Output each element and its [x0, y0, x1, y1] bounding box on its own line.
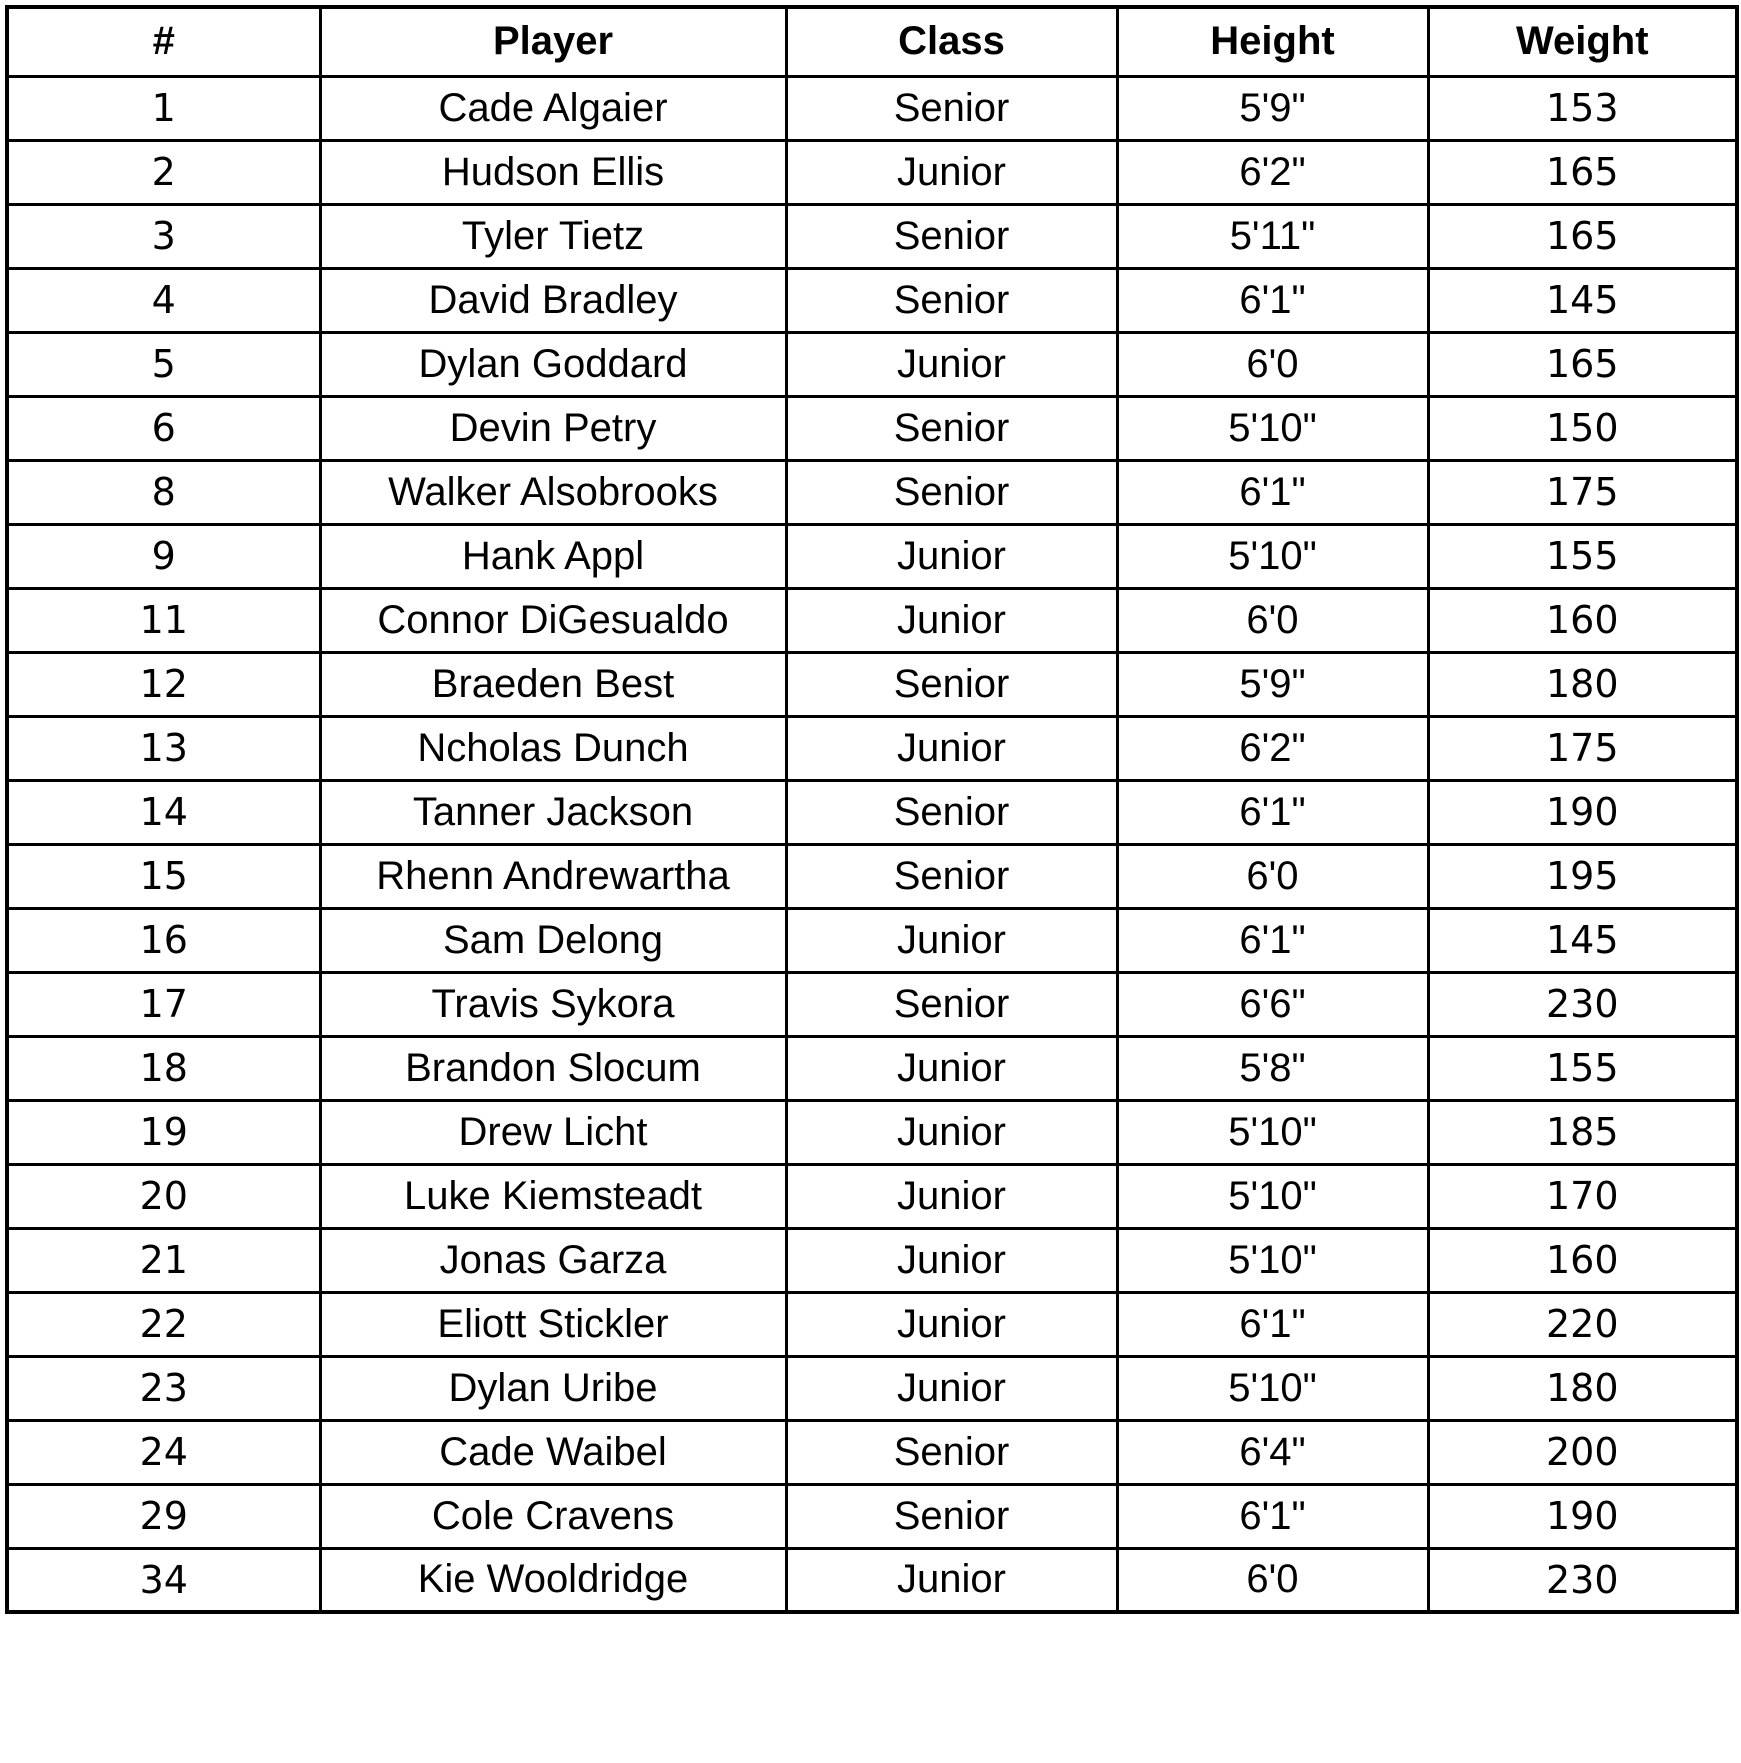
cell-player: Drew Licht	[320, 1100, 786, 1164]
cell-player: Cade Algaier	[320, 76, 786, 140]
cell-class: Senior	[786, 204, 1117, 268]
cell-class: Junior	[786, 1356, 1117, 1420]
cell-weight: 180	[1428, 652, 1737, 716]
cell-weight: 175	[1428, 460, 1737, 524]
table-row	[7, 1164, 1737, 1228]
header-height: Height	[1117, 7, 1428, 76]
cell-class: Senior	[786, 396, 1117, 460]
cell-player: Eliott Stickler	[320, 1292, 786, 1356]
cell-weight: 185	[1428, 1100, 1737, 1164]
cell-class: Senior	[786, 972, 1117, 1036]
cell-player: Sam Delong	[320, 908, 786, 972]
cell-player: David Bradley	[320, 268, 786, 332]
cell-height: 6'0	[1117, 844, 1428, 908]
cell-number: 29	[7, 1484, 320, 1548]
cell-player: Travis Sykora	[320, 972, 786, 1036]
cell-number: 3	[7, 204, 320, 268]
table-row	[7, 268, 1737, 332]
table-row	[7, 1036, 1737, 1100]
cell-height: 6'2"	[1117, 140, 1428, 204]
cell-class: Senior	[786, 460, 1117, 524]
cell-number: 2	[7, 140, 320, 204]
table-row	[7, 396, 1737, 460]
cell-height: 6'1"	[1117, 908, 1428, 972]
cell-weight: 160	[1428, 588, 1737, 652]
table-row	[7, 332, 1737, 396]
cell-height: 6'2"	[1117, 716, 1428, 780]
cell-weight: 155	[1428, 524, 1737, 588]
cell-number: 16	[7, 908, 320, 972]
cell-weight: 230	[1428, 972, 1737, 1036]
cell-player: Walker Alsobrooks	[320, 460, 786, 524]
header-row	[7, 7, 1737, 76]
cell-class: Junior	[786, 1164, 1117, 1228]
cell-class: Senior	[786, 76, 1117, 140]
cell-class: Junior	[786, 908, 1117, 972]
cell-number: 9	[7, 524, 320, 588]
table-row	[7, 524, 1737, 588]
cell-player: Cade Waibel	[320, 1420, 786, 1484]
cell-number: 11	[7, 588, 320, 652]
cell-height: 6'1"	[1117, 780, 1428, 844]
cell-weight: 190	[1428, 780, 1737, 844]
cell-weight: 145	[1428, 268, 1737, 332]
table-row	[7, 1484, 1737, 1548]
roster-table	[5, 5, 1739, 1614]
table-row	[7, 460, 1737, 524]
cell-player: Dylan Uribe	[320, 1356, 786, 1420]
cell-class: Junior	[786, 524, 1117, 588]
cell-class: Senior	[786, 1420, 1117, 1484]
cell-number: 17	[7, 972, 320, 1036]
cell-height: 5'10"	[1117, 1100, 1428, 1164]
cell-class: Junior	[786, 332, 1117, 396]
cell-height: 6'1"	[1117, 460, 1428, 524]
cell-height: 6'0	[1117, 588, 1428, 652]
table-row	[7, 1356, 1737, 1420]
cell-weight: 145	[1428, 908, 1737, 972]
cell-class: Junior	[786, 588, 1117, 652]
table-row	[7, 908, 1737, 972]
cell-height: 5'9"	[1117, 76, 1428, 140]
table-row	[7, 1228, 1737, 1292]
cell-weight: 195	[1428, 844, 1737, 908]
header-player: Player	[320, 7, 786, 76]
cell-number: 15	[7, 844, 320, 908]
cell-height: 5'10"	[1117, 524, 1428, 588]
cell-player: Jonas Garza	[320, 1228, 786, 1292]
cell-height: 6'4"	[1117, 1420, 1428, 1484]
cell-height: 5'10"	[1117, 396, 1428, 460]
cell-number: 13	[7, 716, 320, 780]
header-weight: Weight	[1428, 7, 1737, 76]
cell-height: 5'10"	[1117, 1228, 1428, 1292]
table-row	[7, 140, 1737, 204]
table-row	[7, 780, 1737, 844]
cell-player: Ncholas Dunch	[320, 716, 786, 780]
table-row	[7, 972, 1737, 1036]
cell-class: Junior	[786, 140, 1117, 204]
cell-weight: 165	[1428, 140, 1737, 204]
table-row	[7, 1100, 1737, 1164]
cell-weight: 170	[1428, 1164, 1737, 1228]
cell-height: 6'1"	[1117, 1292, 1428, 1356]
cell-height: 6'0	[1117, 332, 1428, 396]
roster-body	[7, 76, 1737, 1612]
cell-number: 6	[7, 396, 320, 460]
table-row	[7, 1548, 1737, 1612]
cell-player: Tyler Tietz	[320, 204, 786, 268]
cell-class: Junior	[786, 1100, 1117, 1164]
cell-number: 18	[7, 1036, 320, 1100]
cell-weight: 230	[1428, 1548, 1737, 1612]
cell-class: Senior	[786, 652, 1117, 716]
cell-height: 5'10"	[1117, 1356, 1428, 1420]
cell-weight: 190	[1428, 1484, 1737, 1548]
table-row	[7, 652, 1737, 716]
cell-number: 34	[7, 1548, 320, 1612]
cell-player: Luke Kiemsteadt	[320, 1164, 786, 1228]
table-row	[7, 1420, 1737, 1484]
cell-player: Tanner Jackson	[320, 780, 786, 844]
cell-player: Braeden Best	[320, 652, 786, 716]
cell-player: Hank Appl	[320, 524, 786, 588]
header-number: #	[7, 7, 320, 76]
cell-weight: 175	[1428, 716, 1737, 780]
cell-height: 5'11"	[1117, 204, 1428, 268]
cell-class: Senior	[786, 268, 1117, 332]
table-row	[7, 76, 1737, 140]
cell-player: Devin Petry	[320, 396, 786, 460]
cell-class: Junior	[786, 1548, 1117, 1612]
cell-number: 8	[7, 460, 320, 524]
cell-height: 5'9"	[1117, 652, 1428, 716]
table-row	[7, 204, 1737, 268]
cell-number: 23	[7, 1356, 320, 1420]
header-class: Class	[786, 7, 1117, 76]
cell-number: 19	[7, 1100, 320, 1164]
cell-height: 6'0	[1117, 1548, 1428, 1612]
cell-class: Senior	[786, 780, 1117, 844]
cell-number: 20	[7, 1164, 320, 1228]
cell-weight: 150	[1428, 396, 1737, 460]
cell-weight: 165	[1428, 332, 1737, 396]
table-row	[7, 588, 1737, 652]
cell-number: 14	[7, 780, 320, 844]
cell-player: Hudson Ellis	[320, 140, 786, 204]
cell-player: Cole Cravens	[320, 1484, 786, 1548]
cell-height: 6'1"	[1117, 1484, 1428, 1548]
cell-height: 5'10"	[1117, 1164, 1428, 1228]
cell-number: 5	[7, 332, 320, 396]
cell-player: Rhenn Andrewartha	[320, 844, 786, 908]
cell-weight: 160	[1428, 1228, 1737, 1292]
cell-class: Junior	[786, 716, 1117, 780]
cell-number: 24	[7, 1420, 320, 1484]
cell-weight: 220	[1428, 1292, 1737, 1356]
cell-number: 1	[7, 76, 320, 140]
cell-class: Senior	[786, 1484, 1117, 1548]
table-row	[7, 716, 1737, 780]
cell-number: 21	[7, 1228, 320, 1292]
cell-weight: 153	[1428, 76, 1737, 140]
cell-number: 22	[7, 1292, 320, 1356]
cell-player: Connor DiGesualdo	[320, 588, 786, 652]
table-row	[7, 1292, 1737, 1356]
cell-height: 6'1"	[1117, 268, 1428, 332]
cell-class: Senior	[786, 844, 1117, 908]
cell-height: 6'6"	[1117, 972, 1428, 1036]
cell-class: Junior	[786, 1036, 1117, 1100]
cell-player: Dylan Goddard	[320, 332, 786, 396]
cell-weight: 200	[1428, 1420, 1737, 1484]
cell-weight: 180	[1428, 1356, 1737, 1420]
table-row	[7, 844, 1737, 908]
cell-number: 4	[7, 268, 320, 332]
cell-class: Junior	[786, 1228, 1117, 1292]
cell-player: Kie Wooldridge	[320, 1548, 786, 1612]
cell-height: 5'8"	[1117, 1036, 1428, 1100]
cell-class: Junior	[786, 1292, 1117, 1356]
cell-player: Brandon Slocum	[320, 1036, 786, 1100]
cell-number: 12	[7, 652, 320, 716]
cell-weight: 155	[1428, 1036, 1737, 1100]
cell-weight: 165	[1428, 204, 1737, 268]
